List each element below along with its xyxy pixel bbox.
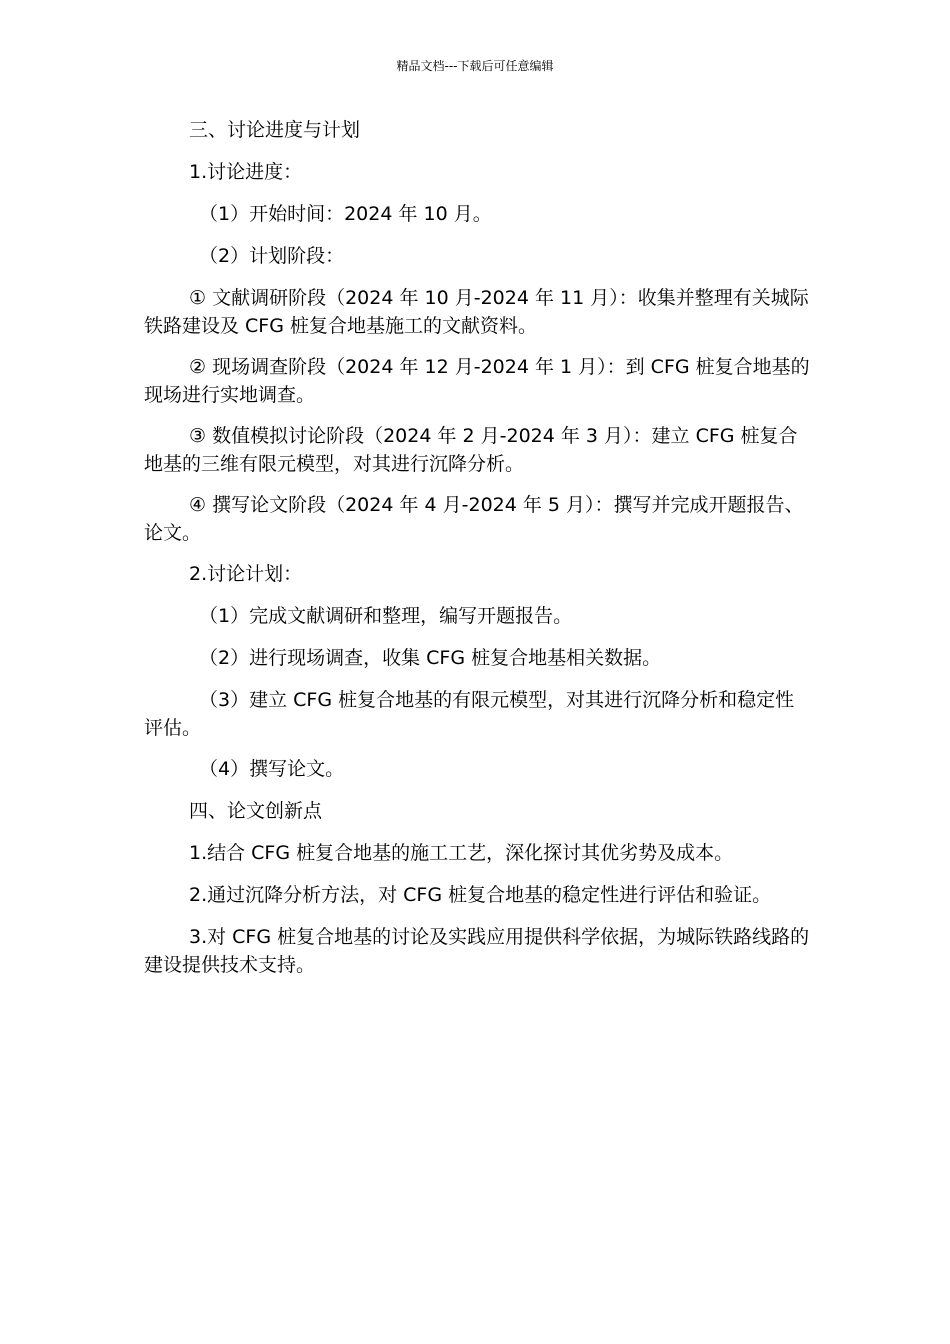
plan-stage-item: （2）计划阶段： [199, 245, 345, 267]
stage-item-field-survey: ② 现场调查阶段（2024 年 12 月-2024 年 1 月）：到 CFG 桩复合地基的现场进行实地调查。 [144, 356, 810, 406]
page-header: 精品文档---下载后可任意编辑 [396, 59, 554, 73]
stage-item-simulation: ③ 数值模拟讨论阶段（2024 年 2 月-2024 年 3 月）：建立 CFG 桩复合地基的三维有限元模型，对其进行沉降分析。 [144, 425, 798, 475]
innovation-item: 1.结合 CFG 桩复合地基的施工工艺，深化探讨其优劣势及成本。 [189, 842, 734, 864]
stage-item-literature: ① 文献调研阶段（2024 年 10 月-2024 年 11 月）：收集并整理有关城际铁路建设及 CFG 桩复合地基施工的文献资料。 [144, 287, 809, 337]
subsection-title-progress: 1.讨论进度： [189, 161, 303, 183]
plan-item: （3）建立 CFG 桩复合地基的有限元模型，对其进行沉降分析和稳定性评估。 [144, 689, 795, 739]
section-heading-schedule: 三、讨论进度与计划 [189, 119, 361, 141]
innovation-item: 2.通过沉降分析方法，对 CFG 桩复合地基的稳定性进行评估和验证。 [189, 884, 772, 906]
stage-item-writing: ④ 撰写论文阶段（2024 年 4 月-2024 年 5 月）：撰写并完成开题报告、论文。 [144, 494, 804, 544]
plan-item: （2）进行现场调查，收集 CFG 桩复合地基相关数据。 [199, 647, 662, 669]
innovation-item: 3.对 CFG 桩复合地基的讨论及实践应用提供科学依据，为城际铁路线路的建设提供技术支持。 [144, 926, 810, 976]
plan-item: （1）完成文献调研和整理，编写开题报告。 [199, 605, 573, 627]
subsection-title-plan: 2.讨论计划： [189, 563, 303, 585]
plan-item: （4）撰写论文。 [199, 758, 345, 780]
section-heading-innovation: 四、论文创新点 [189, 800, 323, 822]
document-body [144, 116, 812, 992]
start-time-item: （1）开始时间：2024 年 10 月。 [199, 203, 492, 225]
